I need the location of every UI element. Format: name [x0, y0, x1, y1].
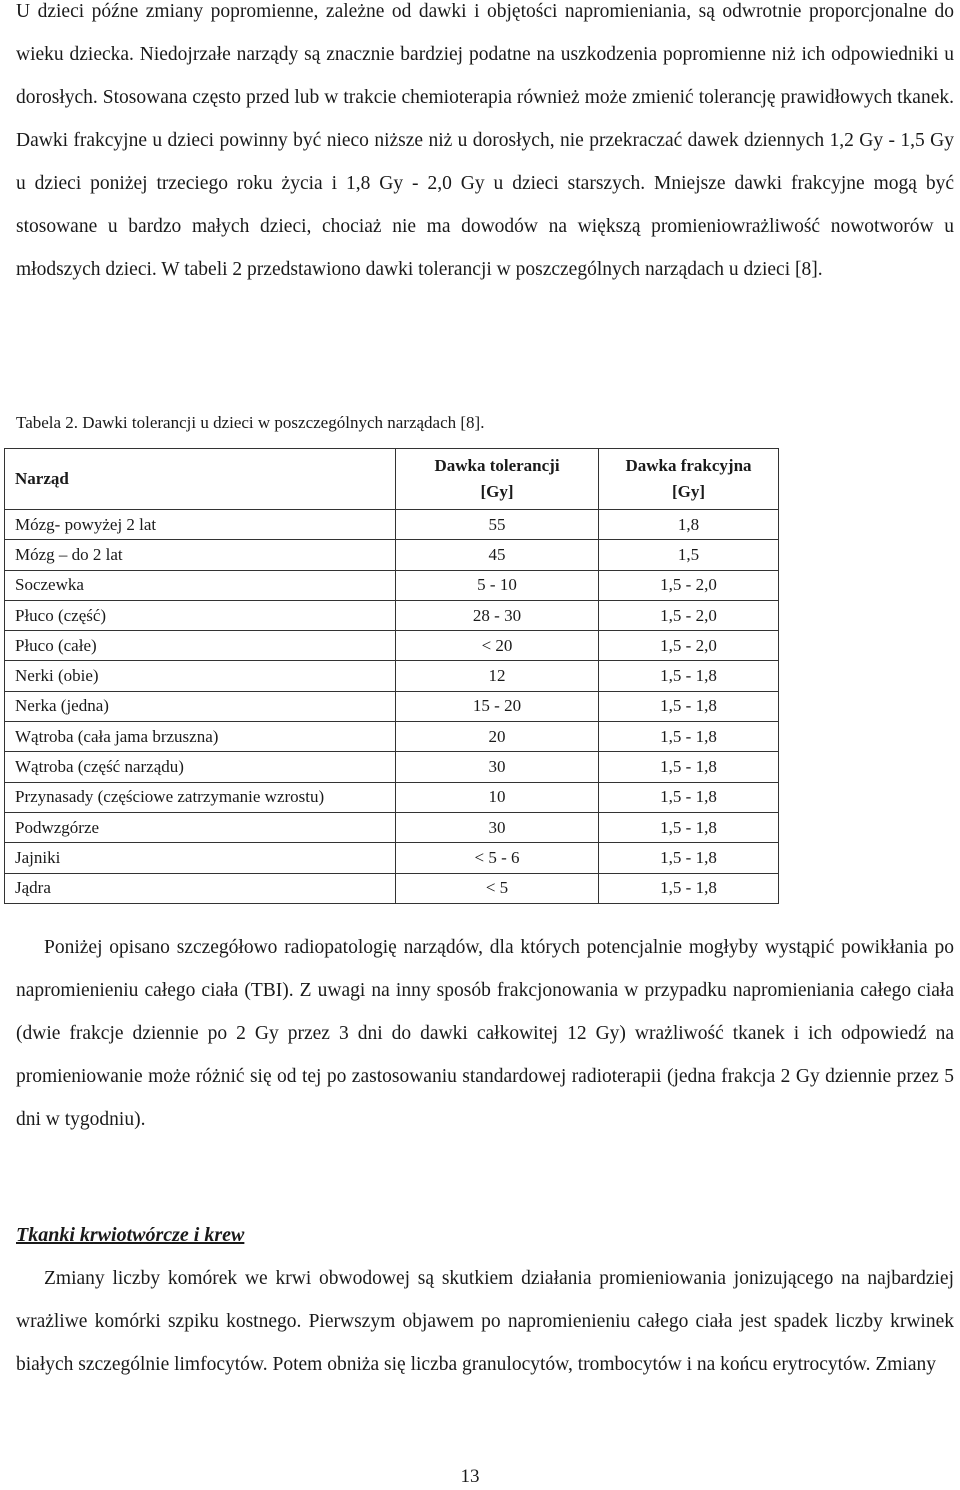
cell-organ: Jądra	[5, 873, 396, 903]
table-row	[5, 661, 779, 691]
header-fraction-line2: [Gy]	[671, 482, 706, 501]
table-row	[5, 600, 779, 630]
cell-fraction: 1,5 - 2,0	[599, 570, 779, 600]
cell-tolerance: 12	[396, 661, 599, 691]
table-row	[5, 752, 779, 782]
header-fraction-line1: Dawka frakcyjna	[625, 456, 752, 475]
blood-paragraph	[16, 1257, 954, 1386]
cell-tolerance: < 5	[396, 873, 599, 903]
table-row	[5, 812, 779, 842]
cell-organ: Podwzgórze	[5, 812, 396, 842]
page-number: 13	[460, 1466, 480, 1487]
cell-fraction: 1,5 - 2,0	[599, 631, 779, 661]
cell-fraction: 1,8	[599, 510, 779, 540]
table-row	[5, 782, 779, 812]
cell-tolerance: 45	[396, 540, 599, 570]
cell-organ: Płuco (część)	[5, 600, 396, 630]
cell-tolerance: < 5 - 6	[396, 843, 599, 873]
tolerance-dose-table	[4, 448, 779, 904]
cell-fraction: 1,5 - 1,8	[599, 661, 779, 691]
cell-fraction: 1,5 - 1,8	[599, 782, 779, 812]
cell-organ: Nerki (obie)	[5, 661, 396, 691]
cell-organ: Soczewka	[5, 570, 396, 600]
header-tolerance	[396, 449, 599, 510]
cell-fraction: 1,5 - 1,8	[599, 722, 779, 752]
cell-tolerance: 30	[396, 752, 599, 782]
cell-tolerance: 30	[396, 812, 599, 842]
section-heading: Tkanki krwiotwórcze i krew	[16, 1224, 245, 1246]
cell-organ: Mózg- powyżej 2 lat	[5, 510, 396, 540]
cell-organ: Nerka (jedna)	[5, 691, 396, 721]
cell-fraction: 1,5 - 1,8	[599, 873, 779, 903]
cell-tolerance: 28 - 30	[396, 600, 599, 630]
header-tolerance-line1: Dawka tolerancji	[434, 456, 560, 475]
cell-fraction: 1,5 - 1,8	[599, 812, 779, 842]
table-row	[5, 631, 779, 661]
table-row	[5, 691, 779, 721]
table-row	[5, 722, 779, 752]
header-organ: Narząd	[5, 449, 396, 510]
cell-fraction: 1,5 - 1,8	[599, 752, 779, 782]
header-fraction	[599, 449, 779, 510]
cell-tolerance: 10	[396, 782, 599, 812]
cell-tolerance: < 20	[396, 631, 599, 661]
table-row	[5, 540, 779, 570]
table-row	[5, 510, 779, 540]
table-row	[5, 570, 779, 600]
cell-organ: Przynasady (częściowe zatrzymanie wzrostu)	[5, 782, 396, 812]
cell-organ: Wątroba (cała jama brzuszna)	[5, 722, 396, 752]
cell-tolerance: 5 - 10	[396, 570, 599, 600]
table-caption: Tabela 2. Dawki tolerancji u dzieci w poszczególnych narządach [8].	[16, 413, 485, 432]
tbi-paragraph-text: Poniżej opisano szczegółowo radiopatologię narządów, dla których potencjalnie mogłyby wystąpić powikłania po napromienieniu całego ciała (TBI). Z uwagi na inny sposób frakcjonowania w przypadku napromieniania całego ciała (dwie frakcje dziennie po 2 Gy przez 3 dni do dawki całkowitej 12 Gy) wrażliwość tkanek i ich odpowiedź na promieniowanie może różnić się od tej po zastosowaniu standardowej radioterapii (jedna frakcja 2 Gy dziennie przez 5 dni w tygodniu).	[16, 937, 954, 1130]
cell-fraction: 1,5 - 1,8	[599, 843, 779, 873]
intro-paragraph: U dzieci późne zmiany popromienne, zależne od dawki i objętości napromieniania, są odwrotnie proporcjonalne do wieku dziecka. Niedojrzałe narządy są znacznie bardziej podatne na uszkodzenia popromienne niż ich odpowiedniki u dorosłych. Stosowana często przed lub w trakcie chemioterapia również może zmienić tolerancję prawidłowych tkanek. Dawki frakcyjne u dzieci powinny być nieco niższe niż u dorosłych, nie przekraczać dawek dziennych 1,2 Gy - 1,5 Gy u dzieci poniżej trzeciego roku życia i 1,8 Gy - 2,0 Gy u dzieci starszych. Mniejsze dawki frakcyjne mogą być stosowane u bardzo małych dzieci, chociaż nie ma dowodów na większą promieniowrażliwość nowotworów u młodszych dzieci. W tabeli 2 przedstawiono dawki tolerancji w poszczególnych narządach u dzieci [8].	[16, 1, 954, 280]
table-row	[5, 843, 779, 873]
cell-organ: Płuco (całe)	[5, 631, 396, 661]
cell-tolerance: 15 - 20	[396, 691, 599, 721]
cell-organ: Mózg – do 2 lat	[5, 540, 396, 570]
header-tolerance-line2: [Gy]	[480, 482, 514, 501]
table-header-row	[5, 449, 779, 510]
cell-tolerance: 20	[396, 722, 599, 752]
cell-fraction: 1,5 - 2,0	[599, 600, 779, 630]
cell-organ: Wątroba (część narządu)	[5, 752, 396, 782]
cell-tolerance: 55	[396, 510, 599, 540]
cell-fraction: 1,5 - 1,8	[599, 691, 779, 721]
cell-organ: Jajniki	[5, 843, 396, 873]
cell-fraction: 1,5	[599, 540, 779, 570]
table-row	[5, 873, 779, 903]
blood-paragraph-text: Zmiany liczby komórek we krwi obwodowej są skutkiem działania promieniowania jonizującego na najbardziej wrażliwe komórki szpiku kostnego. Pierwszym objawem po napromienieniu całego ciała jest spadek liczby krwinek białych szczególnie limfocytów. Potem obniża się liczba granulocytów, trombocytów i na końcu erytrocytów. Zmiany	[16, 1268, 954, 1375]
tbi-paragraph	[16, 926, 954, 1141]
